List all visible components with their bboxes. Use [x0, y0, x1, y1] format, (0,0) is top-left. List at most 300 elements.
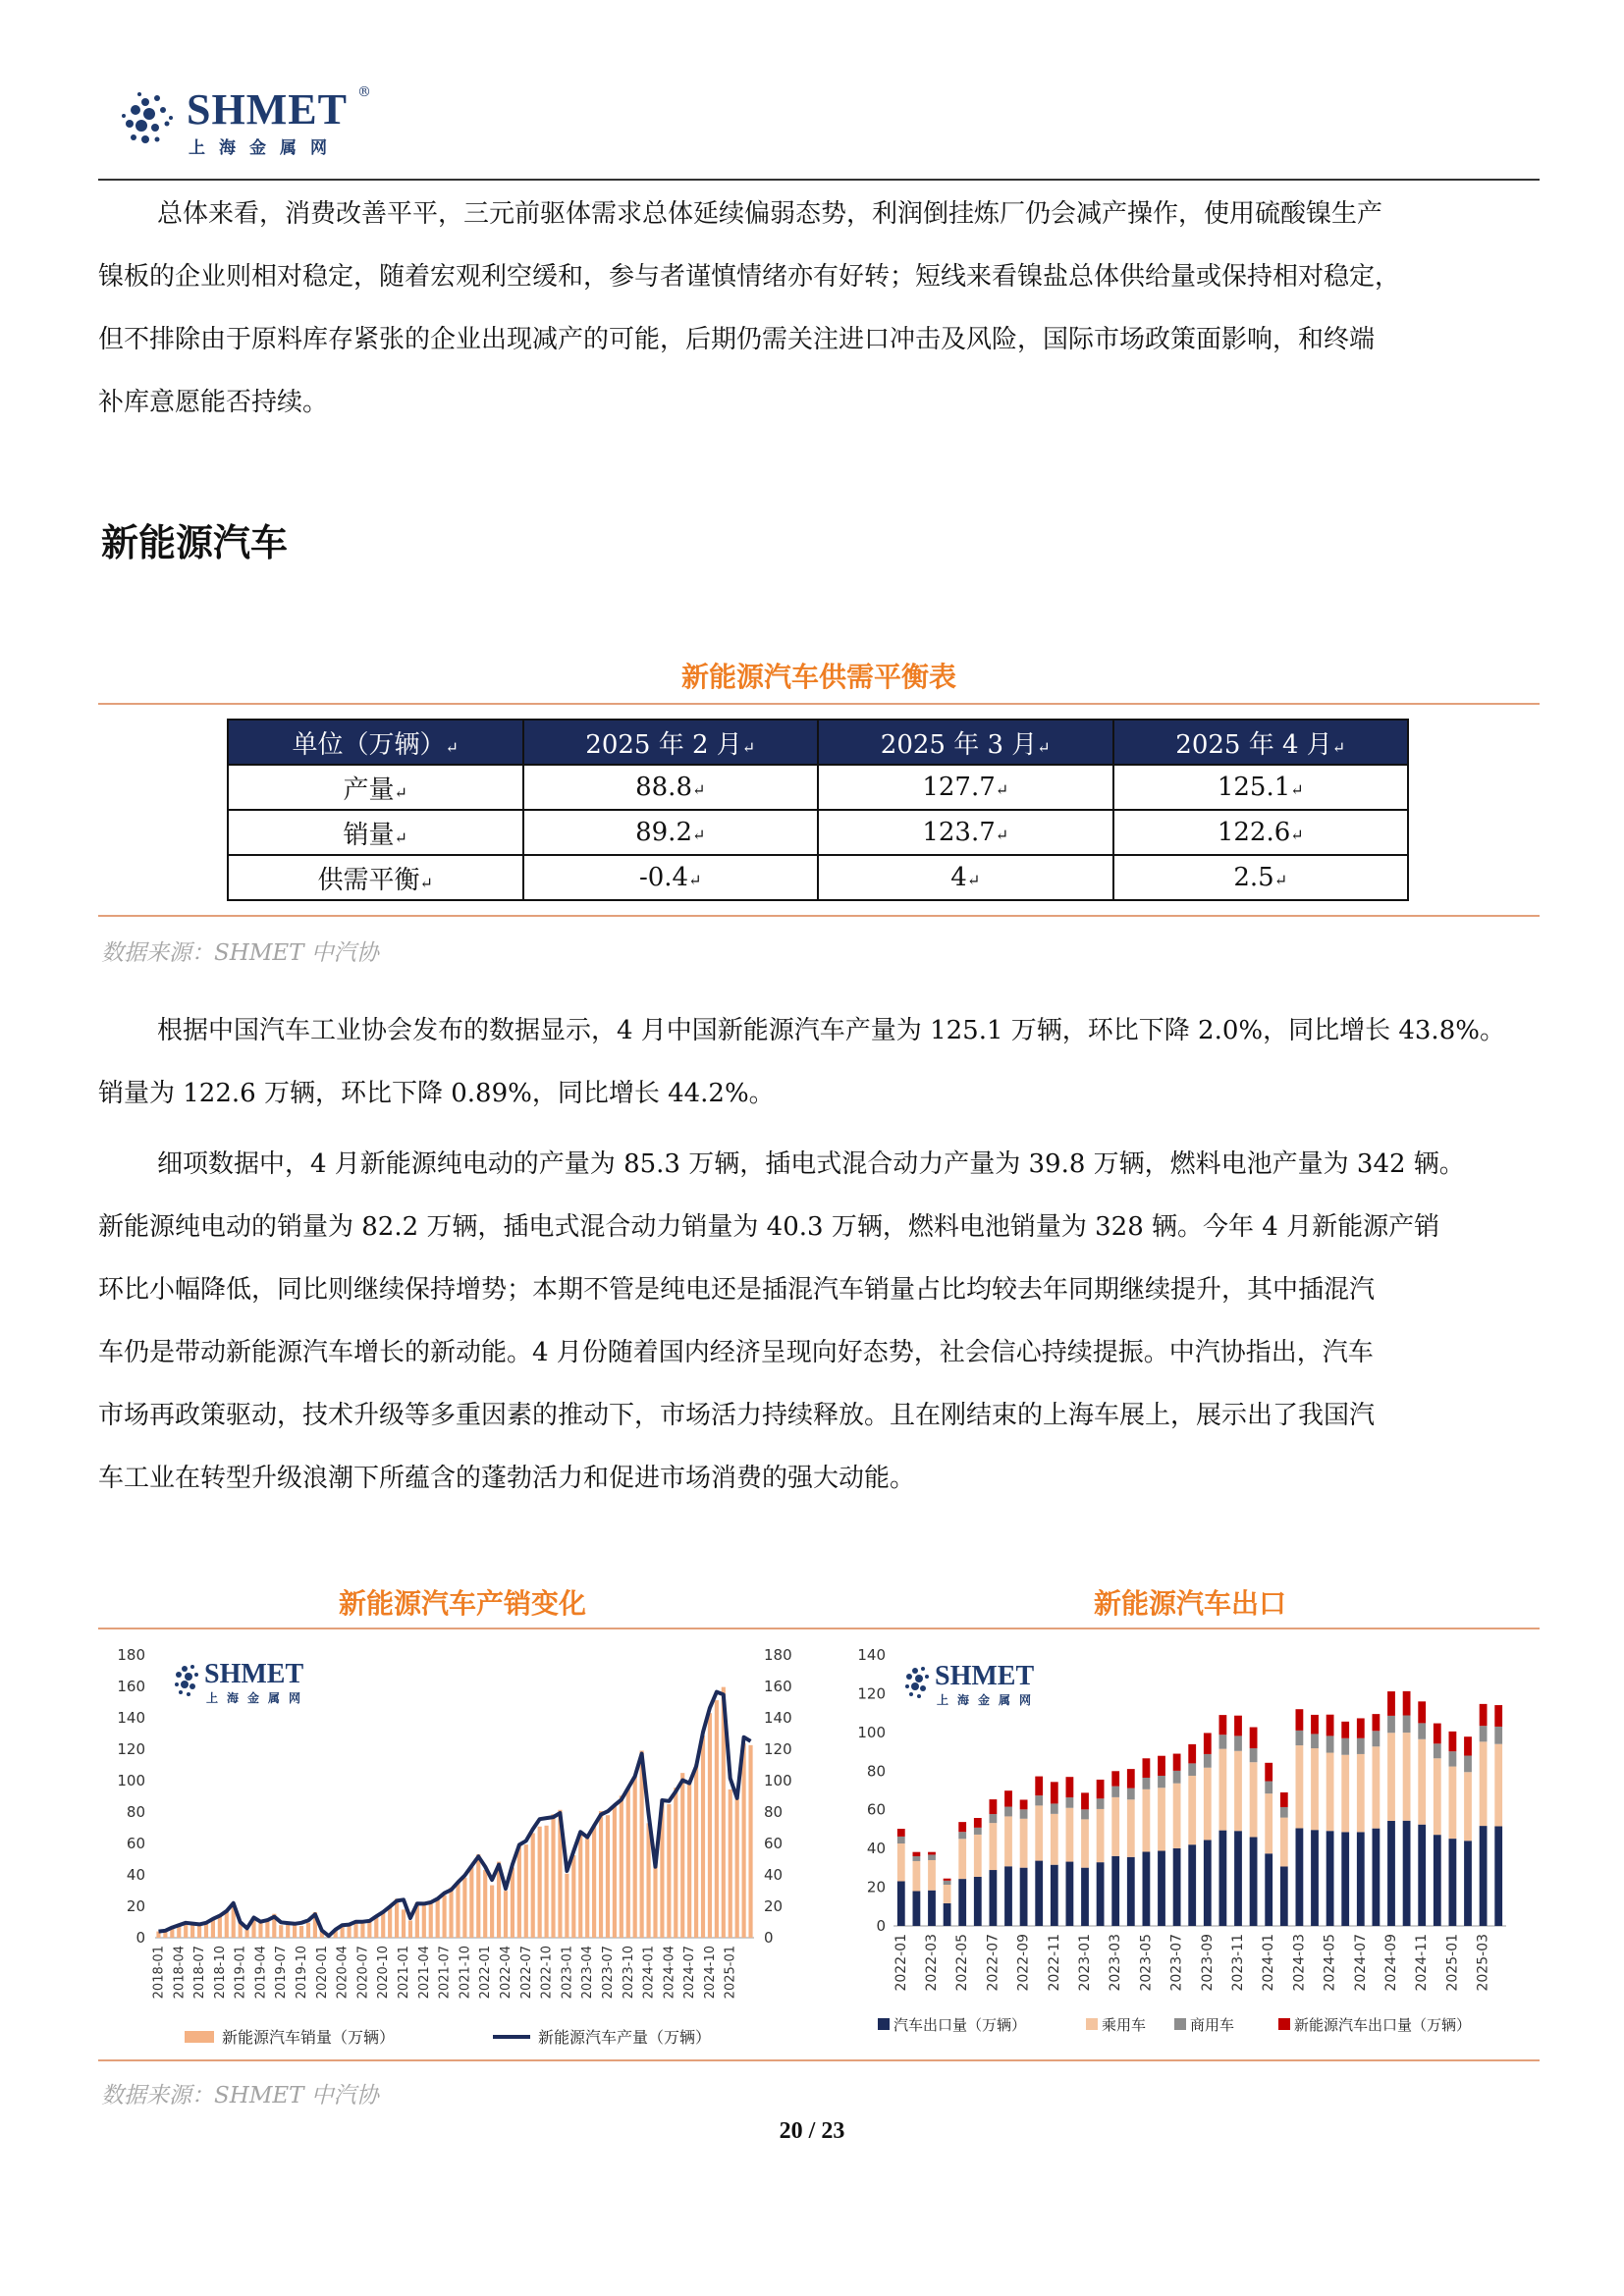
export-total-bar [1464, 1841, 1472, 1926]
watermark-dot [912, 1668, 918, 1674]
sales-bar [381, 1912, 385, 1938]
export-stack-segment [1004, 1816, 1012, 1866]
sales-bar [748, 1745, 752, 1938]
sales-bar [265, 1921, 269, 1938]
sales-bar [469, 1867, 473, 1938]
x-tick-label: 2023-05 [1138, 1934, 1155, 1992]
export-stack-segment [1066, 1777, 1074, 1797]
export-stack-segment [1066, 1797, 1074, 1808]
legend-label-3: 新能源汽车出口量（万辆） [1294, 2016, 1472, 2034]
export-stack-segment [1449, 1732, 1457, 1751]
export-stack-segment [1081, 1792, 1089, 1809]
sales-bar [606, 1815, 610, 1938]
export-stack-segment [1020, 1809, 1028, 1818]
y-tick-label-left: 120 [117, 1740, 145, 1758]
chart-title-export: 新能源汽车出口 [1093, 1587, 1286, 1620]
export-stack-segment [928, 1852, 936, 1855]
sales-bar [653, 1863, 657, 1938]
y-tick-label-right: 20 [764, 1897, 784, 1915]
export-total-bar [1127, 1857, 1135, 1926]
x-tick-label: 2022-04 [498, 1946, 514, 2000]
paragraph-nickel-summary [98, 183, 1540, 434]
x-tick-label: 2021-07 [437, 1946, 453, 2000]
export-stack-segment [1311, 1715, 1319, 1735]
x-tick-label: 2019-04 [253, 1946, 269, 2000]
export-stack-segment [1326, 1735, 1334, 1752]
legend-swatch-2 [1174, 2018, 1186, 2030]
x-tick-label: 2024-01 [1261, 1934, 1277, 1992]
legend-swatch-3 [1278, 2018, 1290, 2030]
x-tick-label: 2018-10 [212, 1946, 228, 2000]
export-stack-segment [1434, 1724, 1441, 1744]
chart-production-sales [98, 1633, 825, 2056]
sales-bar [395, 1898, 399, 1938]
export-stack-segment [1111, 1771, 1119, 1786]
y-tick-label-right: 0 [764, 1929, 774, 1947]
sales-bar [633, 1777, 637, 1938]
x-tick-label: 2022-03 [924, 1934, 940, 1992]
sales-bar [517, 1844, 521, 1938]
paragraph-mark: ↵ [1273, 871, 1288, 889]
export-stack-segment [1004, 1790, 1012, 1806]
y-tick-label-right: 140 [764, 1709, 792, 1727]
x-tick-label: 2018-07 [192, 1946, 208, 2000]
legend-label-production: 新能源汽车产量（万辆） [538, 2028, 712, 2047]
export-stack-segment [1051, 1782, 1058, 1803]
watermark-dot [905, 1684, 909, 1688]
export-stack-segment [1326, 1753, 1334, 1832]
export-stack-segment [1127, 1799, 1135, 1857]
x-tick-label: 2024-07 [682, 1946, 698, 2000]
export-total-bar [1311, 1830, 1319, 1926]
sales-bar [599, 1811, 603, 1938]
watermark-dot [190, 1665, 194, 1669]
sales-bar [511, 1867, 514, 1938]
paragraph-line: 但不排除由于原料库存紧张的企业出现减产的可能，后期仍需关注进口冲击及风险，国际市场政策面影响，和终端 [98, 325, 1376, 354]
export-total-bar [1188, 1844, 1196, 1926]
export-stack-segment [944, 1881, 951, 1885]
export-stack-segment [1020, 1819, 1028, 1868]
sales-bar [367, 1921, 371, 1938]
paragraph-line: 新能源纯电动的销量为 82.2 万辆，插电式混合动力销量为 40.3 万辆，燃料电池销量为 328 辆。今年 4 月新能源产销 [98, 1212, 1440, 1242]
sales-bar [735, 1797, 739, 1938]
export-stack-segment [1311, 1734, 1319, 1748]
paragraph-mark: ↵ [394, 782, 407, 802]
export-total-bar [1219, 1831, 1227, 1926]
export-stack-segment [1188, 1763, 1196, 1776]
export-stack-segment [1494, 1727, 1502, 1744]
paragraph-mark: ↵ [1037, 737, 1051, 757]
paragraph-line: 细项数据中，4 月新能源纯电动的产量为 85.3 万辆，插电式混合动力产量为 39.8 万辆，燃料电池产量为 342 辆。 [157, 1149, 1465, 1179]
source-note: 数据来源：SHMET 中汽协 [101, 2083, 379, 2109]
table-cell: 123.7↵ [818, 810, 1113, 855]
source-note: 数据来源：SHMET 中汽协 [101, 940, 379, 966]
table-cell: 125.1↵ [1113, 765, 1409, 810]
watermark-dot [911, 1682, 919, 1690]
export-stack-segment [1387, 1716, 1395, 1733]
x-tick-label: 2022-11 [1046, 1934, 1062, 1992]
export-total-bar [944, 1903, 951, 1926]
y-tick-label: 120 [857, 1684, 886, 1703]
sales-bar [218, 1916, 222, 1938]
table-header-cell: 2025 年 4 月↵ [1113, 720, 1409, 765]
sales-bar [429, 1903, 433, 1938]
y-tick-label: 60 [866, 1800, 886, 1819]
export-stack-segment [1219, 1715, 1227, 1735]
legend-label-1: 乘用车 [1102, 2016, 1147, 2034]
export-stack-segment [1280, 1818, 1288, 1867]
table-cell: 4↵ [818, 855, 1113, 900]
export-stack-segment [1035, 1777, 1043, 1796]
paragraph-mark: ↵ [394, 828, 407, 847]
x-tick-label: 2025-01 [723, 1946, 738, 2000]
sales-bar [456, 1882, 460, 1938]
paragraph-line: 总体来看，消费改善平平，三元前驱体需求总体延续偏弱态势，利润倒挂炼厂仍会减产操作，使用硫酸镍生产 [157, 199, 1383, 229]
export-total-bar [1480, 1826, 1488, 1926]
sales-bar [729, 1789, 732, 1938]
x-tick-label: 2022-10 [539, 1946, 555, 2000]
export-stack-segment [1188, 1776, 1196, 1844]
export-total-bar [1387, 1821, 1395, 1926]
paragraph-mark: ↵ [995, 780, 1009, 799]
sales-bar [258, 1922, 262, 1938]
watermark-dot [906, 1674, 912, 1680]
charts-bottom-rule [98, 2059, 1540, 2061]
export-stack-segment [1280, 1807, 1288, 1818]
x-tick-label: 2024-01 [641, 1946, 657, 2000]
export-stack-segment [1051, 1814, 1058, 1865]
watermark-dot [917, 1694, 921, 1698]
watermark-dot [176, 1672, 182, 1678]
x-tick-label: 2019-01 [233, 1946, 248, 2000]
sales-bar [551, 1814, 555, 1938]
sales-bar [646, 1823, 650, 1938]
paragraph-line: 车仍是带动新能源汽车增长的新动能。4 月份随着国内经济呈现向好态势，社会信心持续提振。中汽协指出，汽车 [98, 1338, 1374, 1367]
export-stack-segment [897, 1829, 905, 1837]
watermark-subtitle: 上海金属网 [937, 1693, 1041, 1707]
export-total-bar [928, 1891, 936, 1926]
export-stack-segment [897, 1843, 905, 1881]
export-stack-segment [1204, 1733, 1212, 1753]
paragraph-production-stats [98, 999, 1540, 1125]
export-stack-segment [958, 1832, 966, 1839]
paragraph-mark: ↵ [688, 871, 702, 889]
export-stack-segment [928, 1860, 936, 1891]
x-tick-label: 2023-01 [560, 1946, 575, 2000]
watermark-dot [194, 1673, 198, 1677]
export-stack-segment [1403, 1733, 1411, 1821]
export-stack-segment [1143, 1758, 1151, 1778]
watermark-text: SHMET [204, 1659, 304, 1689]
export-stack-segment [1250, 1762, 1258, 1837]
export-stack-segment [1418, 1723, 1426, 1738]
x-tick-label: 2024-10 [702, 1946, 718, 2000]
x-tick-label: 2020-01 [314, 1946, 330, 2000]
export-total-bar [1494, 1826, 1502, 1926]
sales-bar [592, 1825, 596, 1938]
watermark-logo [905, 1661, 1040, 1707]
x-tick-label: 2018-01 [151, 1946, 167, 2000]
x-tick-label: 2024-04 [662, 1946, 677, 2000]
sales-bar [674, 1788, 677, 1938]
table-header-cell: 2025 年 2 月↵ [523, 720, 819, 765]
export-stack-segment [1234, 1716, 1242, 1736]
export-total-bar [1081, 1868, 1089, 1926]
export-stack-segment [1081, 1809, 1089, 1819]
y-tick-label: 100 [857, 1723, 886, 1741]
export-stack-segment [958, 1839, 966, 1879]
export-stack-segment [1265, 1782, 1272, 1794]
paragraph-detail-stats [98, 1133, 1540, 1510]
x-tick-label: 2022-07 [518, 1946, 534, 2000]
sales-bar [626, 1788, 630, 1938]
paragraph-line: 镍板的企业则相对稳定，随着宏观利空缓和，参与者谨慎情绪亦有好转；短线来看镍盐总体供给量或保持相对稳定， [98, 262, 1401, 292]
sales-bar [565, 1874, 568, 1938]
shmet-logo [116, 80, 371, 159]
sales-bar [483, 1870, 487, 1938]
x-tick-label: 2022-01 [893, 1934, 909, 1992]
sales-bar [742, 1743, 746, 1938]
export-total-bar [1373, 1829, 1380, 1926]
export-stack-segment [1188, 1744, 1196, 1764]
chart-legend [185, 2028, 711, 2047]
logo-text: SHMET [187, 85, 348, 133]
export-total-bar [1051, 1865, 1058, 1926]
export-stack-segment [1464, 1772, 1472, 1841]
y-tick-label-left: 100 [117, 1772, 145, 1789]
export-stack-segment [1296, 1745, 1304, 1828]
y-tick-label: 80 [866, 1762, 886, 1781]
y-tick-label: 20 [866, 1878, 886, 1896]
sales-bar [708, 1713, 712, 1938]
export-stack-segment [1127, 1789, 1135, 1800]
export-total-bar [974, 1877, 982, 1926]
export-total-bar [1143, 1851, 1151, 1926]
export-stack-segment [1066, 1808, 1074, 1862]
sales-bar [306, 1923, 310, 1938]
watermark-dot [181, 1681, 189, 1688]
x-tick-label: 2022-09 [1015, 1934, 1032, 1992]
table-cell: 2.5↵ [1113, 855, 1409, 900]
x-tick-label: 2019-07 [274, 1946, 290, 2000]
table-cell: 122.6↵ [1113, 810, 1409, 855]
export-stack-segment [1143, 1778, 1151, 1789]
sales-bar [571, 1855, 575, 1938]
paragraph-line: 市场再政策驱动，技术升级等多重因素的推动下，市场活力持续释放。且在刚结束的上海车展上，展示出了我国汽 [98, 1401, 1376, 1430]
export-total-bar [1296, 1828, 1304, 1926]
export-stack-segment [913, 1861, 921, 1892]
x-tick-label: 2019-10 [295, 1946, 310, 2000]
x-tick-label: 2023-04 [580, 1946, 596, 2000]
x-tick-label: 2024-03 [1291, 1934, 1308, 1992]
export-stack-segment [1111, 1797, 1119, 1856]
x-tick-label: 2021-04 [416, 1946, 432, 2000]
export-total-bar [1449, 1839, 1457, 1926]
x-tick-label: 2023-07 [1168, 1934, 1185, 1992]
export-stack-segment [1127, 1769, 1135, 1789]
watermark-text: SHMET [935, 1661, 1035, 1691]
watermark-dot [187, 1692, 190, 1696]
export-stack-segment [1341, 1722, 1349, 1738]
export-stack-segment [1434, 1758, 1441, 1835]
sales-bar [422, 1905, 426, 1938]
table-header-cell: 2025 年 3 月↵ [818, 720, 1113, 765]
export-stack-segment [1357, 1718, 1365, 1737]
y-tick-label-left: 20 [126, 1897, 145, 1915]
export-stack-segment [1403, 1716, 1411, 1734]
x-tick-label: 2025-03 [1475, 1934, 1491, 1992]
sales-bar [667, 1804, 671, 1938]
watermark-dot [909, 1692, 913, 1696]
table-bottom-rule [98, 915, 1540, 917]
export-stack-segment [1326, 1715, 1334, 1736]
export-stack-segment [1449, 1767, 1457, 1840]
paragraph-mark: ↵ [995, 826, 1009, 844]
export-stack-segment [1035, 1795, 1043, 1805]
sales-bar [620, 1795, 623, 1938]
export-total-bar [1280, 1866, 1288, 1926]
x-tick-label: 2024-05 [1322, 1934, 1338, 1992]
table-cell: 88.8↵ [523, 765, 819, 810]
export-stack-segment [974, 1828, 982, 1835]
table-row [228, 765, 1408, 810]
export-stack-segment [1204, 1768, 1212, 1841]
export-stack-segment [913, 1856, 921, 1861]
sales-bar [715, 1700, 719, 1938]
table-top-rule [98, 703, 1540, 705]
header-rule [98, 179, 1540, 181]
paragraph-mark: ↵ [691, 780, 706, 799]
export-total-bar [1341, 1832, 1349, 1926]
x-tick-label: 2024-09 [1383, 1934, 1399, 1992]
sales-bar [531, 1833, 535, 1938]
export-stack-segment [958, 1822, 966, 1832]
export-stack-segment [1373, 1714, 1380, 1731]
page-number: 20 / 23 [779, 2118, 845, 2144]
y-tick-label-right: 120 [764, 1740, 792, 1758]
export-total-bar [1265, 1853, 1272, 1926]
export-total-bar [1234, 1831, 1242, 1926]
x-tick-label: 2023-09 [1199, 1934, 1216, 1992]
y-tick-label-left: 140 [117, 1709, 145, 1727]
export-total-bar [1066, 1862, 1074, 1926]
export-total-bar [958, 1879, 966, 1926]
export-stack-segment [1158, 1756, 1165, 1776]
export-total-bar [1326, 1831, 1334, 1926]
export-stack-segment [1296, 1731, 1304, 1745]
export-stack-segment [1219, 1735, 1227, 1748]
sales-bar [293, 1925, 297, 1938]
x-tick-label: 2024-07 [1352, 1934, 1369, 1992]
sales-bar [538, 1827, 542, 1938]
watermark-dot [920, 1685, 926, 1691]
paragraph-mark: ↵ [419, 873, 433, 892]
sales-bar [245, 1930, 249, 1938]
sales-bar [462, 1878, 466, 1938]
export-total-bar [990, 1870, 998, 1926]
table-cell: -0.4↵ [523, 855, 819, 900]
paragraph-mark: ↵ [1331, 737, 1346, 757]
table-cell: 127.7↵ [818, 765, 1113, 810]
watermark-dot [925, 1675, 929, 1679]
export-stack-segment [1234, 1751, 1242, 1831]
export-stack-segment [1341, 1755, 1349, 1833]
sales-bar [402, 1909, 406, 1938]
paragraph-line: 环比小幅降低，同比则继续保持增势；本期不管是纯电还是插混汽车销量占比均较去年同期继续提升，其中插混汽 [98, 1275, 1376, 1305]
sales-bar [694, 1765, 698, 1938]
export-total-bar [1418, 1825, 1426, 1926]
export-stack-segment [1035, 1805, 1043, 1860]
x-tick-label: 2022-05 [954, 1934, 971, 1992]
export-total-bar [1173, 1848, 1181, 1926]
export-total-bar [897, 1881, 905, 1926]
export-stack-segment [1403, 1691, 1411, 1716]
watermark-logo [175, 1659, 309, 1705]
export-stack-segment [1158, 1776, 1165, 1788]
legend-swatch-0 [878, 2018, 890, 2030]
export-stack-segment [1387, 1691, 1395, 1716]
x-tick-label: 2021-10 [458, 1946, 473, 2000]
watermark-dot [175, 1682, 179, 1686]
legend-swatch-sales [185, 2031, 214, 2043]
chart-legend [878, 2016, 1471, 2034]
logo-registered-mark: ® [357, 84, 371, 100]
export-stack-segment [944, 1879, 951, 1881]
export-total-bar [1357, 1832, 1365, 1926]
logo-subtitle: 上海金属网 [189, 138, 341, 158]
sales-bar [388, 1906, 392, 1938]
y-tick-label-right: 160 [764, 1678, 792, 1695]
sales-bar [190, 1924, 194, 1938]
table-cell: 供需平衡↵ [228, 855, 523, 900]
sales-bar [585, 1838, 589, 1938]
paragraph-line: 根据中国汽车工业协会发布的数据显示，4 月中国新能源汽车产量为 125.1 万辆，环比下降 2.0%，同比增长 43.8%。 [157, 1016, 1505, 1045]
paragraph-mark: ↵ [741, 737, 756, 757]
export-stack-segment [1280, 1792, 1288, 1807]
y-tick-label-right: 60 [764, 1835, 784, 1852]
table-row [228, 855, 1408, 900]
paragraph-mark: ↵ [966, 871, 981, 889]
export-total-bar [1250, 1838, 1258, 1926]
sales-bar [443, 1896, 447, 1938]
export-stack-segment [1373, 1746, 1380, 1828]
export-stack-segment [1480, 1704, 1488, 1726]
paragraph-line: 补库意愿能否持续。 [98, 388, 329, 417]
y-tick-label-right: 100 [764, 1772, 792, 1789]
export-stack-segment [1480, 1741, 1488, 1826]
sales-bar [436, 1897, 440, 1938]
export-stack-segment [928, 1854, 936, 1860]
export-stack-segment [944, 1885, 951, 1903]
section-title: 新能源汽车 [101, 521, 289, 564]
x-tick-label: 2020-04 [335, 1946, 351, 2000]
export-total-bar [1020, 1868, 1028, 1926]
x-tick-label: 2023-10 [621, 1946, 636, 2000]
table-cell: 销量↵ [228, 810, 523, 855]
sales-bar [449, 1888, 453, 1938]
watermark-dot [182, 1666, 188, 1672]
export-stack-segment [1051, 1803, 1058, 1813]
export-stack-segment [974, 1818, 982, 1828]
table-header-row [228, 720, 1408, 765]
y-tick-label-left: 160 [117, 1678, 145, 1695]
export-stack-segment [1265, 1793, 1272, 1853]
sales-bar [578, 1836, 582, 1938]
paragraph-mark: ↵ [445, 737, 459, 757]
export-stack-segment [1020, 1799, 1028, 1809]
table-title: 新能源汽车供需平衡表 [680, 661, 956, 693]
x-tick-label: 2021-01 [397, 1946, 412, 2000]
